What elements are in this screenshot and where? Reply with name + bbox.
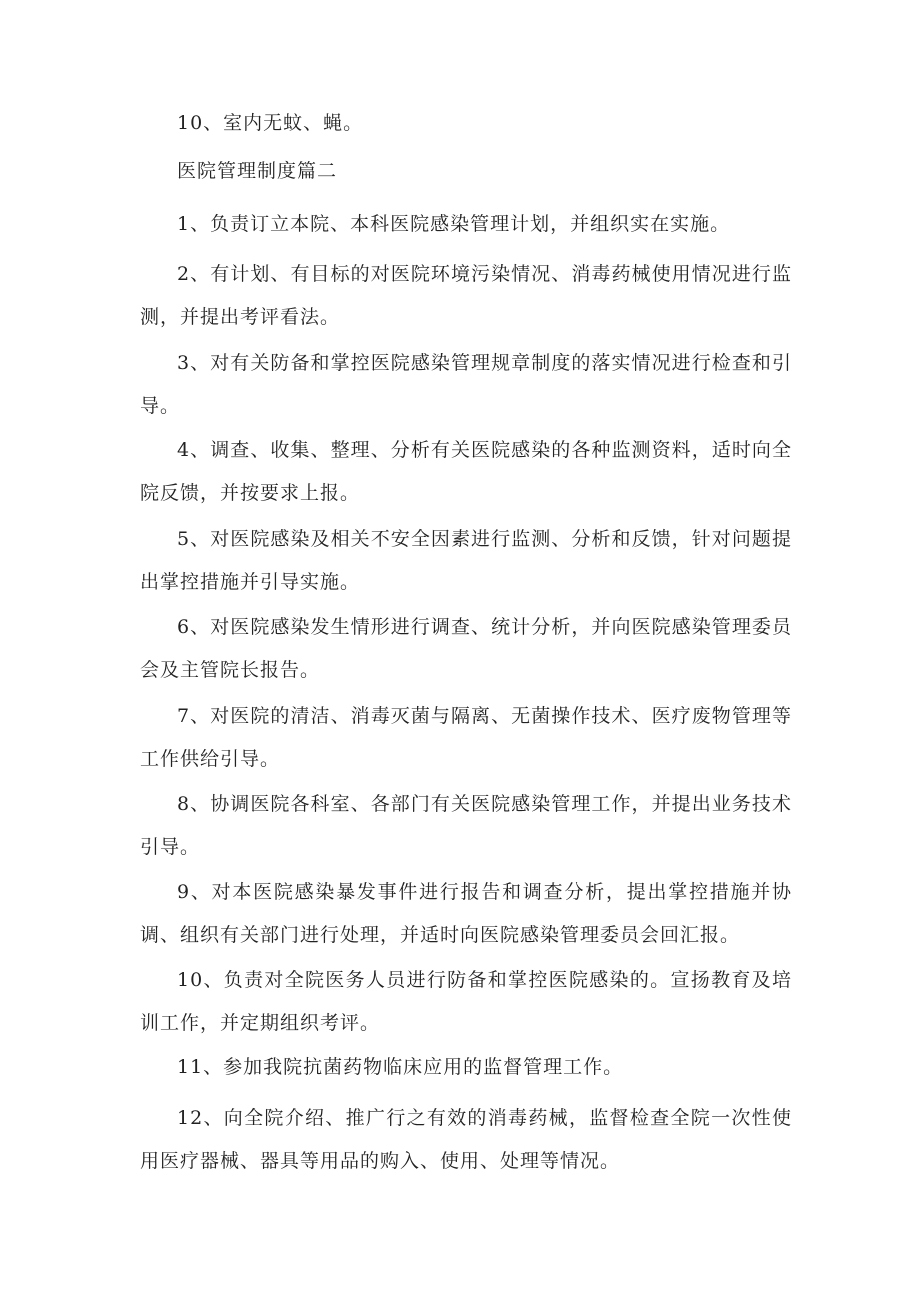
paragraph-item-5: 5、对医院感染及相关不安全因素进行监测、分析和反馈，针对问题提出掌控措施并引导实施。 [140, 528, 792, 593]
paragraph-item-12: 12、向全院介绍、推广行之有效的消毒药械，监督检查全院一次性使用医疗器械、器具等用品的购入、使用、处理等情况。 [140, 1107, 792, 1172]
paragraph-item-3: 3、对有关防备和掌控医院感染管理规章制度的落实情况进行检查和引导。 [140, 352, 792, 417]
paragraph-item-11: 11、参加我院抗菌药物临床应用的监督管理工作。 [177, 1056, 624, 1078]
paragraph-item-8: 8、协调医院各科室、各部门有关医院感染管理工作，并提出业务技术引导。 [140, 793, 792, 858]
paragraph-item-1: 1、负责订立本院、本科医院感染管理计划，并组织实在实施。 [177, 213, 731, 235]
paragraph-item-7: 7、对医院的清洁、消毒灭菌与隔离、无菌操作技术、医疗废物管理等工作供给引导。 [140, 705, 792, 770]
paragraph-item-6: 6、对医院感染发生情形进行调查、统计分析，并向医院感染管理委员会及主管院长报告。 [140, 616, 792, 681]
paragraph-item-2: 2、有计划、有目标的对医院环境污染情况、消毒药械使用情况进行监测，并提出考评看法。 [140, 263, 792, 328]
section-heading: 医院管理制度篇二 [177, 160, 338, 182]
paragraph-item-10: 10、室内无蚊、蝇。 [177, 112, 364, 134]
paragraph-item-9: 9、对本医院感染暴发事件进行报告和调查分析，提出掌控措施并协调、组织有关部门进行处理，并适时向医院感染管理委员会回汇报。 [140, 881, 792, 946]
paragraph-item-10b: 10、负责对全院医务人员进行防备和掌控医院感染的。宣扬教育及培训工作，并定期组织考评。 [140, 969, 792, 1034]
paragraph-item-4: 4、调查、收集、整理、分析有关医院感染的各种监测资料，适时向全院反馈，并按要求上报。 [140, 439, 792, 504]
